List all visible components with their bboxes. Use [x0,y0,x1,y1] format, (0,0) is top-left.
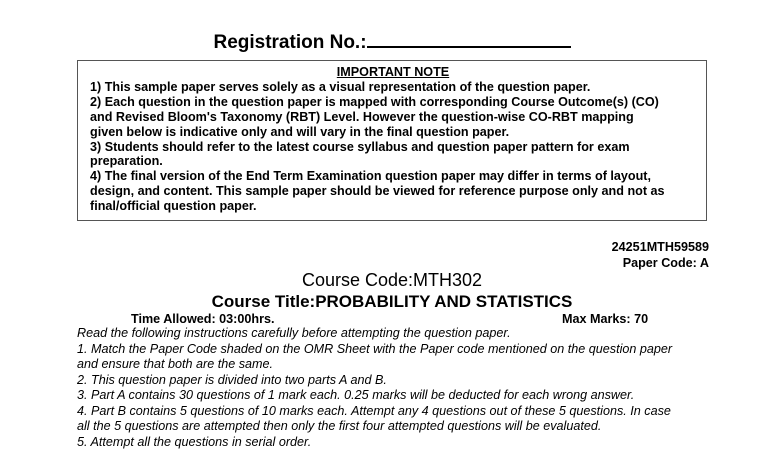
instruction-line: 2. This question paper is divided into two parts A and B. [77,373,757,389]
course-code: Course Code:MTH302 [0,270,784,291]
registration-blank [367,30,571,48]
note-line: 3) Students should refer to the latest course syllabus and question paper pattern for exam [90,140,696,155]
registration-label: Registration No.: [213,32,366,53]
note-line: and Revised Bloom's Taxonomy (RBT) Level. However the question-wise CO-RBT mapping [90,110,696,125]
note-line: final/official question paper. [90,199,696,214]
instruction-line: and ensure that both are the same. [77,357,757,373]
note-line: preparation. [90,154,696,169]
important-note-box [77,60,707,221]
instruction-line: 3. Part A contains 30 questions of 1 mark each. 0.25 marks will be deducted for each wrong answer. [77,388,757,404]
note-title: IMPORTANT NOTE [90,65,696,80]
instruction-line: all the 5 questions are attempted then only the first four attempted questions will be evaluated. [77,419,757,435]
note-line: design, and content. This sample paper should be viewed for reference purpose only and not as [90,184,696,199]
max-marks: Max Marks: 70 [562,312,648,326]
instruction-line: 1. Match the Paper Code shaded on the OMR Sheet with the Paper code mentioned on the question paper [77,342,757,358]
note-line: 4) The final version of the End Term Examination question paper may differ in terms of layout, [90,169,696,184]
note-line: 1) This sample paper serves solely as a visual representation of the question paper. [90,80,696,95]
paper-id: 24251MTH59589 [612,240,709,256]
paper-code: Paper Code: A [612,256,709,272]
registration-line [0,30,784,54]
instructions [77,326,757,450]
course-title: Course Title:PROBABILITY AND STATISTICS [0,292,784,312]
note-line: 2) Each question in the question paper is mapped with corresponding Course Outcome(s) (CO) [90,95,696,110]
note-line: given below is indicative only and will vary in the final question paper. [90,125,696,140]
instruction-line: Read the following instructions carefully before attempting the question paper. [77,326,757,342]
time-allowed: Time Allowed: 03:00hrs. [131,312,274,326]
paper-codes [612,240,709,271]
instruction-line: 5. Attempt all the questions in serial order. [77,435,757,450]
instruction-line: 4. Part B contains 5 questions of 10 marks each. Attempt any 4 questions out of these 5 questions. In case [77,404,757,420]
